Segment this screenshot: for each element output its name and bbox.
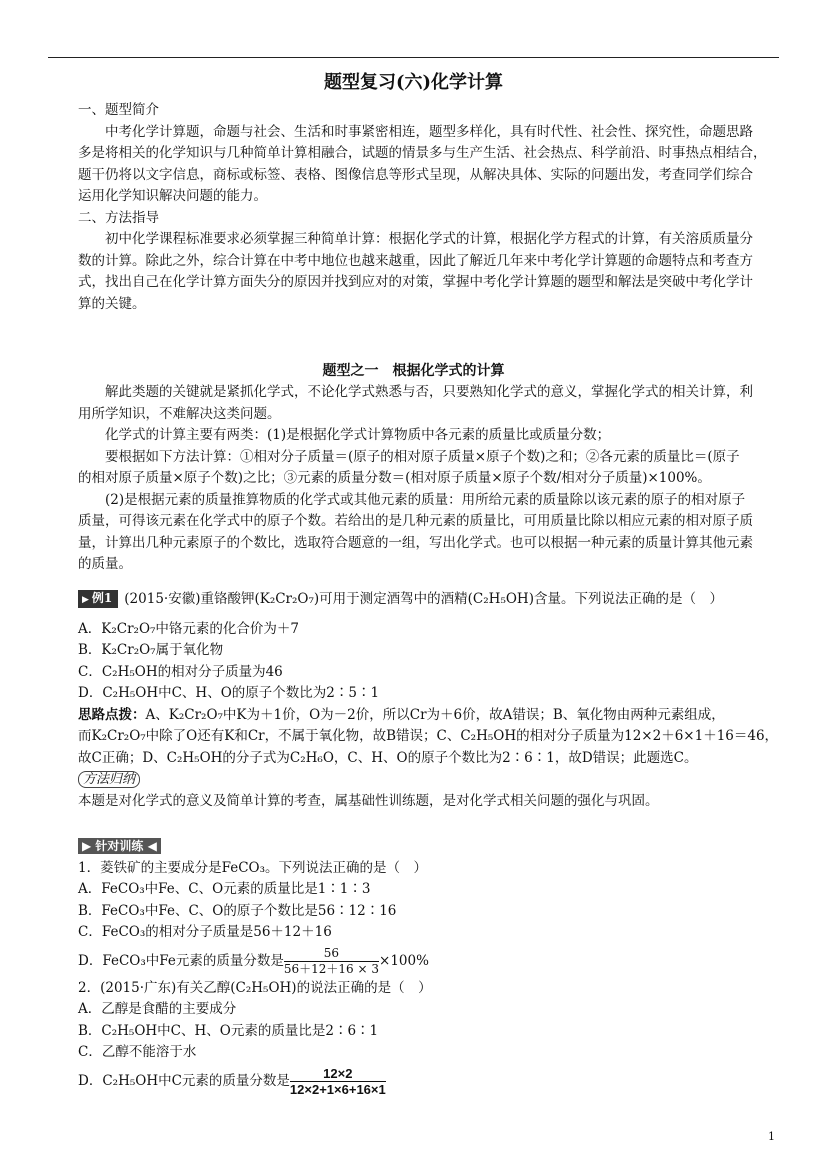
intro-para-1-line: 运用化学知识解决问题的能力。	[78, 188, 267, 204]
method-tag: 方法归纳	[78, 771, 140, 788]
section-body	[78, 382, 780, 576]
example-option: A．K₂Cr₂O₇中铬元素的化合价为＋7	[78, 620, 300, 637]
practice-section	[78, 836, 780, 1098]
section-line: 质量，可得该元素在化学式中的原子个数。若给出的是几种元素的质量比，可用质量比除以相应元素的相对原子质	[78, 513, 753, 529]
intro-para-2-line: 初中化学课程标准要求必须掌握三种简单计算：根据化学式的计算，根据化学方程式的计算，有关溶质质量分	[105, 231, 753, 247]
practice-tag: ▶ 针对训练 ◀	[78, 838, 161, 854]
q1-fraction: $\frac{56}{56+12+16 \times 3}$	[283, 945, 380, 976]
page-number: 1	[768, 1130, 775, 1143]
section-line: 量，计算出几种元素原子的个数比，选取符合题意的一组，写出化学式。也可以根据一种元素的质量计算其他元素	[78, 534, 753, 551]
hint-label: 思路点拨：	[78, 706, 146, 723]
section-line: 用所学知识，不难解决这类问题。	[78, 405, 281, 422]
hint-line: 故C正确；D、C₂H₅OH的分子式为C₂H₆O，C、H、O的原子个数比为2∶6∶1，故D错误；此题选C。	[78, 749, 698, 766]
q2-option-c: C．乙醇不能溶于水	[78, 1044, 197, 1060]
example-option: D．C₂H₅OH中C、H、O的原子个数比为2∶5∶1	[78, 685, 380, 701]
header-rule	[48, 57, 779, 58]
q2-option-a: A．乙醇是食醋的主要成分	[78, 1001, 237, 1017]
section-heading: 题型之一 根据化学式的计算	[322, 363, 505, 379]
intro-para-2-line: 算的关键。	[78, 295, 146, 312]
intro-heading-1: 一、题型简介	[78, 102, 159, 118]
q1-stem: 1．菱铁矿的主要成分是FeCO₃。下列说法正确的是（ ）	[78, 859, 428, 876]
example-1	[78, 589, 780, 812]
q2-fraction: $\frac{12\times 2}{12\times 2+1\times 6+16\times 1}$	[289, 1065, 386, 1097]
q1-option-a: A．FeCO₃中Fe、C、O元素的质量比是1∶1∶3	[78, 881, 371, 897]
q2-stem: 2．(2015·广东)有关乙醇(C₂H₅OH)的说法正确的是（ ）	[78, 979, 432, 996]
intro-para-2-line: 数的计算。除此之外，综合计算在中考中地位也越来越重，因此了解近几年来中考化学计算题的命题特点和考查方	[78, 252, 753, 269]
section-line: 要根据如下方法计算：①相对分子质量＝(原子的相对原子质量×原子个数)之和；②各元素的质量比＝(原子	[105, 448, 740, 465]
intro-para-1-line: 多是将相关的化学知识与几种简单计算相融合，试题的情景多与生产生活、社会热点、科学前沿、时事热点相结合，	[78, 145, 767, 161]
section-line: 化学式的计算主要有两类：(1)是根据化学式计算物质中各元素的质量比或质量分数；	[105, 427, 611, 443]
intro-heading-2: 二、方法指导	[78, 209, 159, 226]
example-stem: (2015·安徽)重铬酸钾(K₂Cr₂O₇)可用于测定酒驾中的酒精(C₂H₅OH)含量。下列说法正确的是（ ）	[124, 591, 723, 607]
q1-option-b: B．FeCO₃中Fe、C、O的原子个数比是56∶12∶16	[78, 902, 397, 919]
intro-para-1-line: 题干仍将以文字信息，商标或标签、表格、图像信息等形式呈现，从解决具体、实际的问题出发，考查同学们综合	[78, 166, 753, 183]
q1-option-c: C．FeCO₃的相对分子质量是56＋12＋16	[78, 924, 332, 940]
method-text: 本题是对化学式的意义及简单计算的考查，属基础性训练题，是对化学式相关问题的强化与巩固。	[78, 792, 659, 809]
hint-line: 而K₂Cr₂O₇中除了O还有K和Cr，不属于氧化物，故B错误；C、C₂H₅OH的相对分子质量为12×2＋6×1＋16＝46，	[78, 728, 779, 744]
section-line: 的质量。	[78, 556, 132, 572]
triangle-icon: ▶	[82, 595, 89, 605]
intro-para-2-line: 式，找出自己在化学计算方面失分的原因并找到应对的对策，掌握中考化学计算题的题型和解法是突破中考化学计	[78, 274, 753, 290]
section-line: (2)是根据元素的质量推算物质的化学式或其他元素的质量：用所给元素的质量除以该元素的原子的相对原子	[105, 491, 746, 508]
q2-option-d: D．C₂H₅OH中C元素的质量分数是 $\frac{12\times 2}{12\times 2+1\times 6+16\times 1}$	[78, 1065, 386, 1097]
example-option: B．K₂Cr₂O₇属于氧化物	[78, 642, 224, 658]
page-title: 题型复习(六)化学计算	[323, 72, 504, 93]
example-option: C．C₂H₅OH的相对分子质量为46	[78, 663, 283, 680]
q2-option-b: B．C₂H₅OH中C、H、O元素的质量比是2∶6∶1	[78, 1022, 379, 1039]
intro-section	[78, 100, 780, 315]
q1-option-d: D．FeCO₃中Fe元素的质量分数是 $\frac{56}{56+12+16 \times 3}$ ×100%	[78, 945, 429, 976]
hint-line: A、K₂Cr₂O₇中K为＋1价，O为－2价，所以Cr为＋6价，故A错误；B、氧化物由两种元素组成，	[145, 706, 725, 723]
section-line: 解此类题的关键就是紧抓化学式，不论化学式熟悉与否，只要熟知化学式的意义，掌握化学式的相关计算，利	[105, 384, 753, 400]
example-tag: ▶ 例1	[78, 590, 118, 608]
intro-para-1-line: 中考化学计算题，命题与社会、生活和时事紧密相连，题型多样化，具有时代性、社会性、探究性，命题思路	[105, 123, 753, 140]
section-line: 的相对原子质量×原子个数)之比；③元素的质量分数＝(相对原子质量×原子个数/相对分子质量)×100%。	[78, 470, 711, 486]
